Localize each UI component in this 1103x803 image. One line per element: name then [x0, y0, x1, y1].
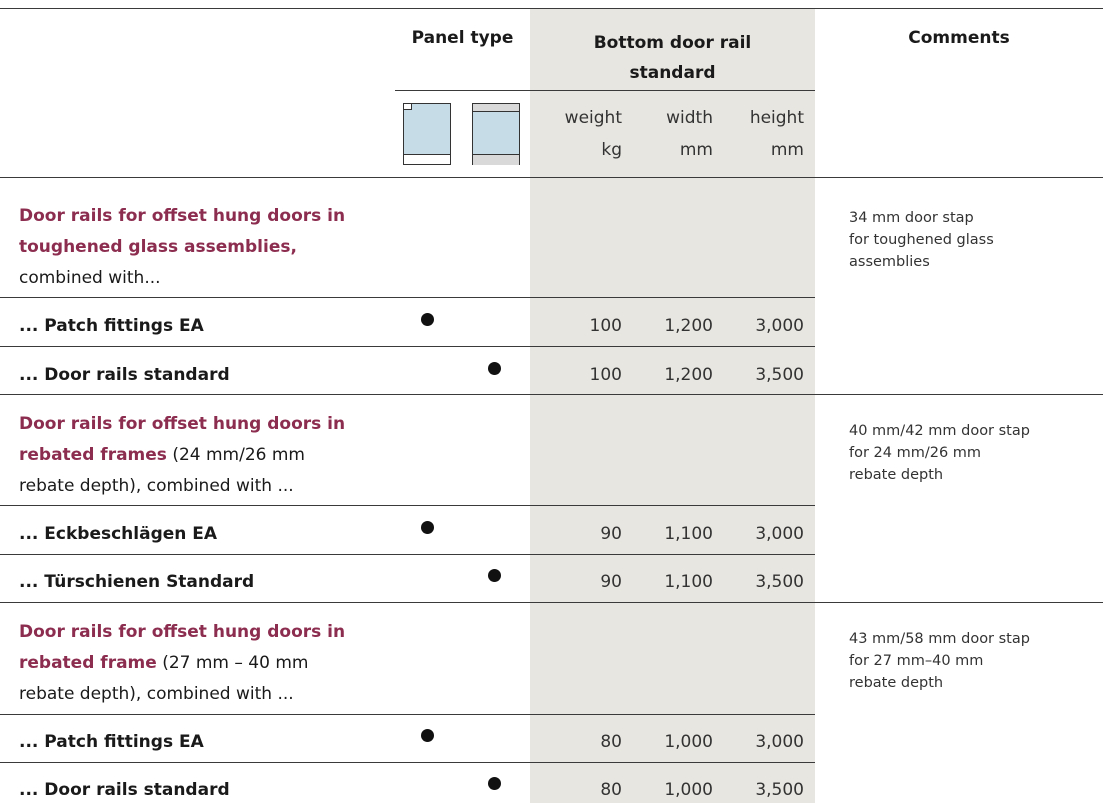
- width-value: 1,200: [664, 316, 713, 336]
- section-2-comment-line2: for 24 mm/26 mm: [849, 445, 982, 461]
- row-rule: [0, 505, 815, 506]
- weight-value: 100: [589, 365, 622, 385]
- section-1-title: [19, 201, 379, 294]
- row-rule: [0, 714, 815, 715]
- top-rule: [0, 8, 1103, 9]
- section-3-comment-line1: 43 mm/58 mm door stap: [849, 631, 1030, 647]
- section-2-title-line2: [19, 440, 379, 471]
- header-sub-rule: [395, 90, 815, 91]
- width-value: 1,000: [664, 732, 713, 752]
- weight-value: 90: [600, 524, 622, 544]
- section-rule: [0, 602, 1103, 603]
- height-value: 3,500: [755, 780, 804, 800]
- width-unit: mm: [679, 140, 713, 160]
- bullet-dot: [421, 729, 434, 742]
- row-label: ... Door rails standard: [19, 365, 230, 385]
- bottom-edge: [404, 154, 450, 155]
- width-value: 1,100: [664, 572, 713, 592]
- panel-corner-fitting-icon: [403, 103, 451, 165]
- section-1-comment-line3: assemblies: [849, 254, 930, 270]
- height-value: 3,000: [755, 316, 804, 336]
- height-value: 3,000: [755, 732, 804, 752]
- glass-area: [404, 104, 450, 154]
- corner-fitting: [404, 104, 412, 110]
- bullet-dot: [421, 521, 434, 534]
- bullet-dot: [421, 313, 434, 326]
- height-label: height: [749, 108, 804, 128]
- section-1-title-line1: Door rails for offset hung doors in: [19, 206, 346, 226]
- comments-header: Comments: [908, 28, 1010, 48]
- section-1-title-line2: toughened glass assemblies,: [19, 237, 297, 257]
- row-label: ... Eckbeschlägen EA: [19, 524, 218, 544]
- bullet-dot: [488, 569, 501, 582]
- header-bottom-rule: [0, 177, 1103, 178]
- bottom-rail: [473, 154, 519, 165]
- bullet-dot: [488, 362, 501, 375]
- section-2-title: [19, 409, 379, 502]
- row-rule: [0, 346, 815, 347]
- bottom-rail-header-line1: Bottom door rail: [593, 33, 752, 53]
- weight-value: 100: [589, 316, 622, 336]
- weight-unit: kg: [601, 140, 622, 160]
- weight-value: 80: [600, 732, 622, 752]
- section-3-title-line3: rebate depth), combined with ...: [19, 684, 294, 704]
- section-2-comment: [849, 420, 1079, 486]
- row-rule: [0, 762, 815, 763]
- row-label: ... Door rails standard: [19, 780, 230, 800]
- weight-label: weight: [564, 108, 622, 128]
- height-value: 3,000: [755, 524, 804, 544]
- width-label: width: [666, 108, 713, 128]
- width-value: 1,100: [664, 524, 713, 544]
- top-rail: [473, 104, 519, 112]
- weight-value: 80: [600, 780, 622, 800]
- section-3-title-rest: (27 mm – 40 mm: [156, 653, 309, 673]
- section-1-comment-line1: 34 mm door stap: [849, 210, 974, 226]
- section-3-comment: [849, 628, 1079, 694]
- section-2-title-line3: rebate depth), combined with ...: [19, 476, 294, 496]
- bullet-dot: [488, 777, 501, 790]
- section-3-title-line1: Door rails for offset hung doors in: [19, 622, 346, 642]
- panel-top-bottom-rail-icon: [472, 103, 520, 165]
- row-rule: [0, 554, 815, 555]
- width-value: 1,000: [664, 780, 713, 800]
- section-rule: [0, 394, 1103, 395]
- section-2-title-rest: (24 mm/26 mm: [166, 445, 305, 465]
- row-label: ... Patch fittings EA: [19, 316, 204, 336]
- width-value: 1,200: [664, 365, 713, 385]
- section-2-title-accent: rebated frames: [19, 445, 167, 465]
- section-2-comment-line1: 40 mm/42 mm door stap: [849, 423, 1030, 439]
- row-label: ... Patch fittings EA: [19, 732, 204, 752]
- bottom-rail-header: [530, 28, 815, 88]
- row-label: ... Türschienen Standard: [19, 572, 255, 592]
- section-3-title-accent: rebated frame: [19, 653, 157, 673]
- panel-type-header: Panel type: [411, 28, 514, 48]
- section-1-comment: [849, 207, 1079, 273]
- height-value: 3,500: [755, 365, 804, 385]
- section-1-comment-line2: for toughened glass: [849, 232, 994, 248]
- section-3-comment-line3: rebate depth: [849, 675, 944, 691]
- row-rule: [0, 297, 815, 298]
- section-1-title-line3: combined with...: [19, 268, 161, 288]
- section-2-title-line1: Door rails for offset hung doors in: [19, 414, 346, 434]
- section-2-comment-line3: rebate depth: [849, 467, 944, 483]
- bottom-rail-header-line2: standard: [629, 63, 716, 83]
- height-value: 3,500: [755, 572, 804, 592]
- weight-value: 90: [600, 572, 622, 592]
- glass-area: [473, 112, 519, 154]
- section-3-comment-line2: for 27 mm–40 mm: [849, 653, 984, 669]
- height-unit: mm: [770, 140, 804, 160]
- section-3-title: [19, 617, 379, 710]
- section-3-title-line2: [19, 648, 379, 679]
